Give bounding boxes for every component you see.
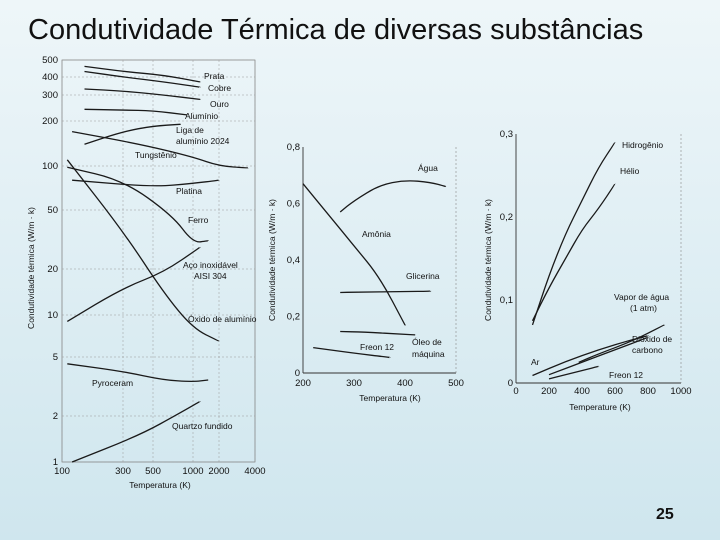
y-tick-label: 2	[52, 411, 58, 422]
series-line-am-nia	[303, 184, 405, 325]
series-line-liga-de-alum-nio-2024	[85, 124, 181, 144]
series-label: Prata	[204, 71, 225, 81]
series-label: Alumínio	[185, 111, 219, 121]
x-tick-label: 200	[295, 378, 311, 389]
series-label: Cobre	[208, 83, 232, 93]
chart-1	[26, 55, 266, 490]
y-tick-label: 0,6	[286, 198, 300, 210]
y-tick-label: 0,1	[499, 295, 513, 306]
chart-2	[267, 142, 464, 403]
series-line-h-lio	[533, 184, 616, 321]
series-label: (1 atm)	[630, 303, 657, 313]
x-tick-label: 1000	[182, 466, 204, 477]
x-tick-label: 4000	[244, 466, 266, 477]
y-tick-label: 5	[52, 352, 58, 363]
series-label: Pyroceram	[92, 378, 134, 388]
series-label: alumínio 2024	[176, 136, 230, 146]
series-line-quartzo-fundido	[72, 402, 200, 462]
y-axis-label: Condutividade térmica (W/m · k)	[483, 199, 493, 321]
series-label: Aço inoxidável	[183, 260, 238, 270]
x-tick-label: 400	[397, 378, 413, 389]
series-label: Amônia	[362, 229, 391, 239]
y-tick-label: 500	[42, 55, 58, 66]
y-tick-label: 100	[42, 161, 58, 172]
y-tick-label: 0	[294, 368, 300, 379]
y-axis-label: Condutividade térmica (W/m · k)	[26, 207, 36, 329]
series-line-hidrog-nio	[533, 142, 616, 325]
y-tick-label: 0	[507, 378, 513, 389]
page-number: 25	[656, 506, 674, 523]
series-line-cobre	[85, 72, 200, 88]
series-label: Ar	[531, 357, 540, 367]
series-line-freon-12	[549, 366, 599, 379]
x-tick-label: 500	[145, 466, 161, 477]
series-label: Água	[418, 163, 438, 173]
y-tick-label: 10	[47, 310, 58, 321]
y-tick-label: 50	[47, 205, 58, 216]
y-tick-label: 1	[52, 457, 58, 468]
series-line-ouro	[85, 89, 200, 99]
x-tick-label: 400	[574, 386, 590, 397]
x-tick-label: 0	[513, 386, 519, 397]
y-tick-label: 0,2	[499, 212, 513, 223]
chart-3	[483, 129, 692, 412]
series-line-pyroceram	[67, 364, 208, 382]
series-label: Freon 12	[360, 342, 395, 352]
series-label: Freon 12	[609, 370, 644, 380]
x-axis-label: Temperatura (K)	[129, 480, 191, 490]
series-line--gua	[340, 181, 446, 212]
x-tick-label: 1000	[670, 386, 692, 397]
slide-title: Condutividade Térmica de diversas substâncias	[28, 14, 644, 46]
y-tick-label: 0,2	[286, 311, 300, 323]
series-label: Ferro	[188, 215, 209, 225]
series-label: Platina	[176, 186, 202, 196]
series-label: Ouro	[210, 99, 229, 109]
x-axis-label: Temperatura (K)	[359, 393, 421, 403]
x-tick-label: 800	[640, 386, 656, 397]
y-tick-label: 200	[42, 116, 58, 127]
x-axis-label: Temperature (K)	[569, 402, 631, 412]
x-tick-label: 500	[448, 378, 464, 389]
series-label: Óleo de	[412, 337, 442, 347]
x-tick-label: 100	[54, 466, 70, 477]
series-label: Liga de	[176, 125, 204, 135]
y-tick-label: 0,4	[286, 255, 300, 266]
y-tick-label: 0,3	[499, 129, 513, 140]
series-label: carbono	[632, 345, 663, 355]
series-line-ferro	[67, 167, 208, 242]
series-label: Glicerina	[406, 271, 440, 281]
y-tick-label: 0,8	[286, 142, 300, 153]
y-tick-label: 300	[42, 90, 58, 101]
series-label: Dióxido de	[632, 334, 673, 344]
y-tick-label: 400	[42, 72, 58, 83]
series-label: AISI 304	[194, 271, 227, 281]
x-tick-label: 300	[115, 466, 131, 477]
series-line-alum-nio	[85, 109, 187, 115]
series-line-glicerina	[340, 291, 430, 292]
y-axis-label: Condutividade térmica (W/m · k)	[267, 199, 277, 321]
series-label: máquina	[412, 349, 445, 359]
x-tick-label: 300	[346, 378, 362, 389]
series-label: Hidrogênio	[622, 140, 664, 150]
series-line--leo-de-m-quina	[340, 332, 415, 335]
series-line-platina	[72, 180, 219, 186]
series-label: Vapor de água	[614, 292, 670, 302]
series-label: Óxido de alumínio	[188, 314, 257, 324]
series-line-a-o-inoxid-vel-aisi-304	[67, 247, 200, 321]
x-tick-label: 200	[541, 386, 557, 397]
x-tick-label: 600	[607, 386, 623, 397]
x-tick-label: 2000	[208, 466, 230, 477]
series-label: Hélio	[620, 166, 640, 176]
series-label: Tungstênio	[135, 150, 177, 160]
y-tick-label: 20	[47, 264, 58, 275]
series-label: Quartzo fundido	[172, 421, 233, 431]
